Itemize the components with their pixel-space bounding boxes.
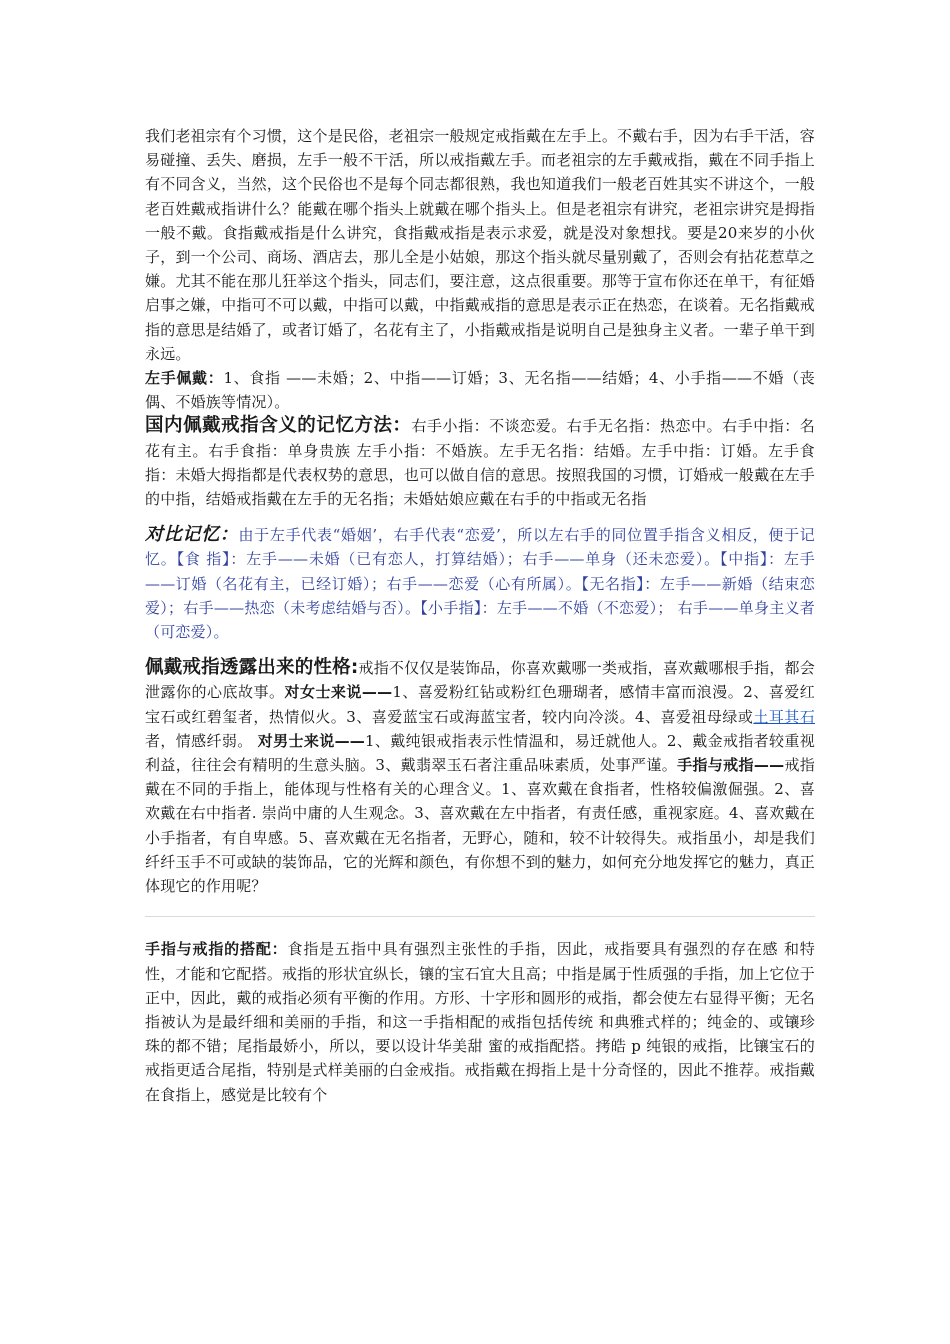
- left-hand-label: 左手佩戴：: [145, 369, 224, 388]
- women-text: 1、喜爱粉红钻或粉红色珊瑚者，感情丰富而浪漫。2、喜爱红宝石或红碧玺者，热情似火。3、喜爱蓝宝石或海蓝宝者，较内向冷淡。4、喜爱祖母绿或: [145, 683, 815, 726]
- women-label: 对女士来说——: [284, 683, 393, 702]
- document-body: [145, 124, 815, 1107]
- finger-ring-label: 手指与戒指——: [677, 756, 785, 775]
- left-hand-text: 1、食指 ——未婚；2、中指——订婚；3、无名指——结婚；4、小手指——不婚（丧偶、不婚族等情况）。: [145, 369, 815, 412]
- women-text-end: 者，情感纤弱。: [145, 731, 258, 750]
- paragraph-left-hand: [145, 366, 815, 414]
- personality-intro: 戒指不仅仅是装饰品，你喜欢戴哪一类戒指，喜欢戴哪根手指，都会泄露你的心底故事。: [145, 659, 815, 702]
- men-label: 对男士来说——: [257, 731, 365, 750]
- personality-heading: 佩戴戒指透露出来的性格:: [145, 657, 359, 679]
- paragraph-contrast-memory: [145, 523, 815, 644]
- paragraph-matching: [145, 937, 815, 1106]
- matching-text: 食指是五指中具有强烈主张性的手指，因此，戒指要具有强烈的存在感 和特性，才能和它配搭。戒指的形状宜纵长，镶的宝石宜大且高；中指是属于性质强的手指，加上它位于正中，因此，戴的戒指必须有平衡的作用。方形、十字形和圆形的戒指，都会使左右显得平衡；无名指被认为是最纤细和美丽的手指，和这一手指相配的戒指包括传统 和典雅式样的；纯金的、或镶珍珠的都不错；尾指最娇小，所以，要以设计华美甜 蜜的戒指配搭。拷皓 p 纯银的戒指，比镶宝石的戒指更适合尾指，特别是式样美丽的白金戒指。戒指戴在拇指上是十分奇怪的，因此不推荐。戒指戴在食指上，感觉是比较有个: [145, 940, 815, 1104]
- men-text: 1、戴纯银戒指表示性情温和，易迁就他人。2、戴金戒指者较重视利益，往往会有精明的生意头脑。3、戴翡翠玉石者注重品味素质，处事严谨。: [145, 731, 815, 775]
- memory-method-text: 右手小指：不谈恋爱。右手无名指：热恋中。右手中指：名花有主。右手食指：单身贵族 左手小指：不婚族。左手无名指：结婚。左手中指：订婚。左手食指：未婚大拇指都是代表权势的意思，也可以做自信的意思。按照我国的习惯，订婚戒一般戴在左手的中指，结婚戒指戴在左手的无名指；未婚姑娘应戴在右手的中指或无名指: [145, 417, 815, 509]
- memory-method-heading: 国内佩戴戒指含义的记忆方法：: [145, 415, 412, 437]
- finger-ring-text: 戒指戴在不同的手指上，能体现与性格有关的心理含义。1、喜欢戴在食指者，性格较偏激倔强。2、喜欢戴在右中指者. 崇尚中庸的人生观念。3、喜欢戴在左中指者，有责任感，重视家庭。4、喜欢戴在小手指者，有自卑感。5、喜欢戴在无名指者，无野心，随和，较不计较得失。戒指虽小，却是我们纤纤玉手不可或缺的装饰品，它的光辉和颜色，有你想不到的魅力，如何充分地发挥它的魅力，真正体现它的作用呢？: [145, 756, 815, 896]
- paragraph-memory-method: [145, 414, 815, 511]
- contrast-memory-text: 由于左手代表“婚姻’，右手代表“恋爱’，所以左右手的同位置手指含义相反，便于记忆。【食 指】：左手——未婚（已有恋人，打算结婚）；右手——单身（还未恋爱）。【中指】：左手——订婚（名花有主，已经订婚）；右手——恋爱（心有所属）。【无名指】：左手——新婚（结束恋爱）；右手——热恋（未考虑结婚与否）。【小手指】：左手——不婚（不恋爱）； 右手——单身主义者（可恋爱）。: [145, 526, 815, 642]
- matching-heading: 手指与戒指的搭配：: [145, 940, 288, 959]
- contrast-memory-heading: 对比记忆：: [145, 524, 239, 546]
- turquoise-link[interactable]: 土耳其石: [753, 707, 815, 726]
- paragraph-personality: [145, 656, 815, 898]
- paragraph-custom: 我们老祖宗有个习惯，这个是民俗，老祖宗一般规定戒指戴在左手上。不戴右手，因为右手干活，容易碰撞、丢失、磨损，左手一般不干活，所以戒指戴左手。而老祖宗的左手戴戒指，戴在不同手指上有不同含义，当然，这个民俗也不是每个同志都很熟，我也知道我们一般老百姓其实不讲这个，一般老百姓戴戒指讲什么？能戴在哪个指头上就戴在哪个指头上。但是老祖宗有讲究，老祖宗讲究是拇指一般不戴。食指戴戒指是什么讲究，食指戴戒指是表示求爱，就是没对象想找。要是20来岁的小伙子，到一个公司、商场、酒店去，那儿全是小姑娘，那这个指头就尽量别戴了，否则会有拈花惹草之嫌。尤其不能在那儿狂举这个指头，同志们，要注意，这点很重要。那等于宣布你还在单干，有征婚启事之嫌，中指可不可以戴，中指可以戴，中指戴戒指的意思是表示正在热恋，在谈着。无名指戴戒指的意思是结婚了，或者订婚了，名花有主了，小指戴戒指是说明自己是独身主义者。一辈子单干到永远。: [145, 127, 815, 363]
- horizontal-divider: [145, 916, 815, 917]
